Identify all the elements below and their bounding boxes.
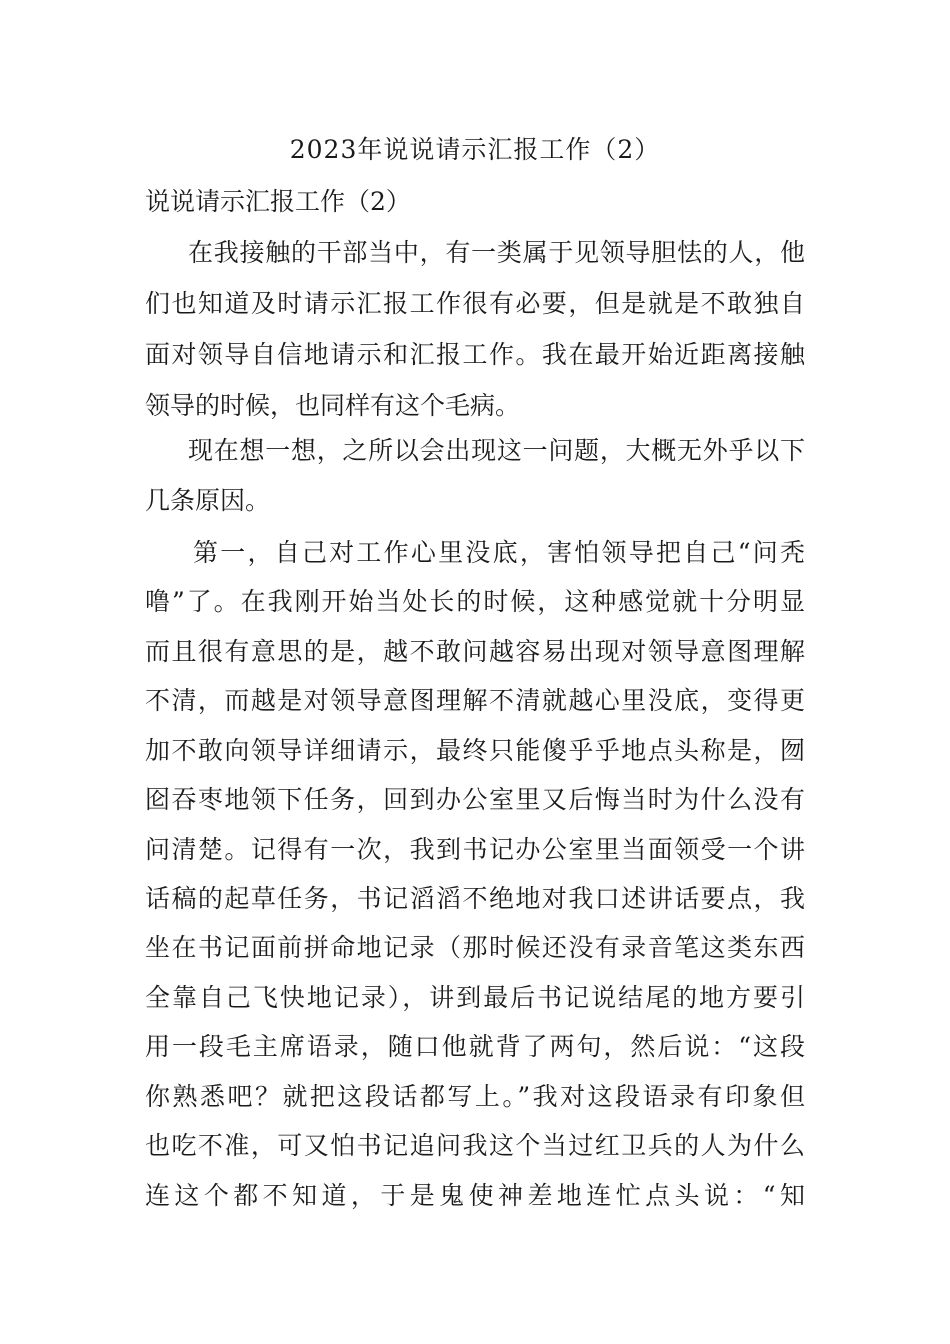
body-line: 用一段毛主席语录，随口他就背了两句，然后说：“这段 [145, 1032, 805, 1061]
body-line: 第一，自己对工作心里没底，害怕领导把自己“问秃 [193, 538, 805, 567]
body-line: 连这个都不知道，于是鬼使神差地连忙点头说：“知 [145, 1181, 805, 1210]
document-title: 2023年说说请示汇报工作（2） [289, 135, 661, 164]
body-line: 加不敢向领导详细请示，最终只能傻乎乎地点头称是，囫 [145, 736, 805, 765]
body-line: 问清楚。记得有一次，我到书记办公室里当面领受一个讲 [145, 835, 805, 864]
body-line: 现在想一想，之所以会出现这一问题，大概无外乎以下 [188, 436, 805, 465]
body-line: 面对领导自信地请示和汇报工作。我在最开始近距离接触 [145, 340, 805, 369]
body-line: 你熟悉吧？就把这段话都写上。”我对这段语录有印象但 [145, 1082, 805, 1111]
body-line: 噜”了。在我刚开始当处长的时候，这种感觉就十分明显 [145, 587, 805, 616]
body-line: 而且很有意思的是，越不敢问越容易出现对领导意图理解 [145, 637, 805, 666]
body-line: 全靠自己飞快地记录），讲到最后书记说结尾的地方要引 [145, 983, 805, 1012]
body-line: 在我接触的干部当中，有一类属于见领导胆怯的人，他 [188, 238, 805, 267]
body-line: 坐在书记面前拼命地记录（那时候还没有录音笔这类东西 [145, 933, 805, 962]
body-line: 几条原因。 [145, 486, 271, 515]
body-line: 们也知道及时请示汇报工作很有必要，但是就是不敢独自 [145, 289, 805, 318]
document-subtitle: 说说请示汇报工作（2） [145, 187, 411, 216]
body-line: 囵吞枣地领下任务，回到办公室里又后悔当时为什么没有 [145, 785, 805, 814]
body-line: 也吃不准，可又怕书记追问我这个当过红卫兵的人为什么 [145, 1131, 805, 1160]
body-line: 领导的时候，也同样有这个毛病。 [145, 391, 521, 420]
body-line: 话稿的起草任务，书记滔滔不绝地对我口述讲话要点，我 [145, 884, 805, 913]
body-line: 不清，而越是对领导意图理解不清就越心里没底，变得更 [145, 686, 805, 715]
